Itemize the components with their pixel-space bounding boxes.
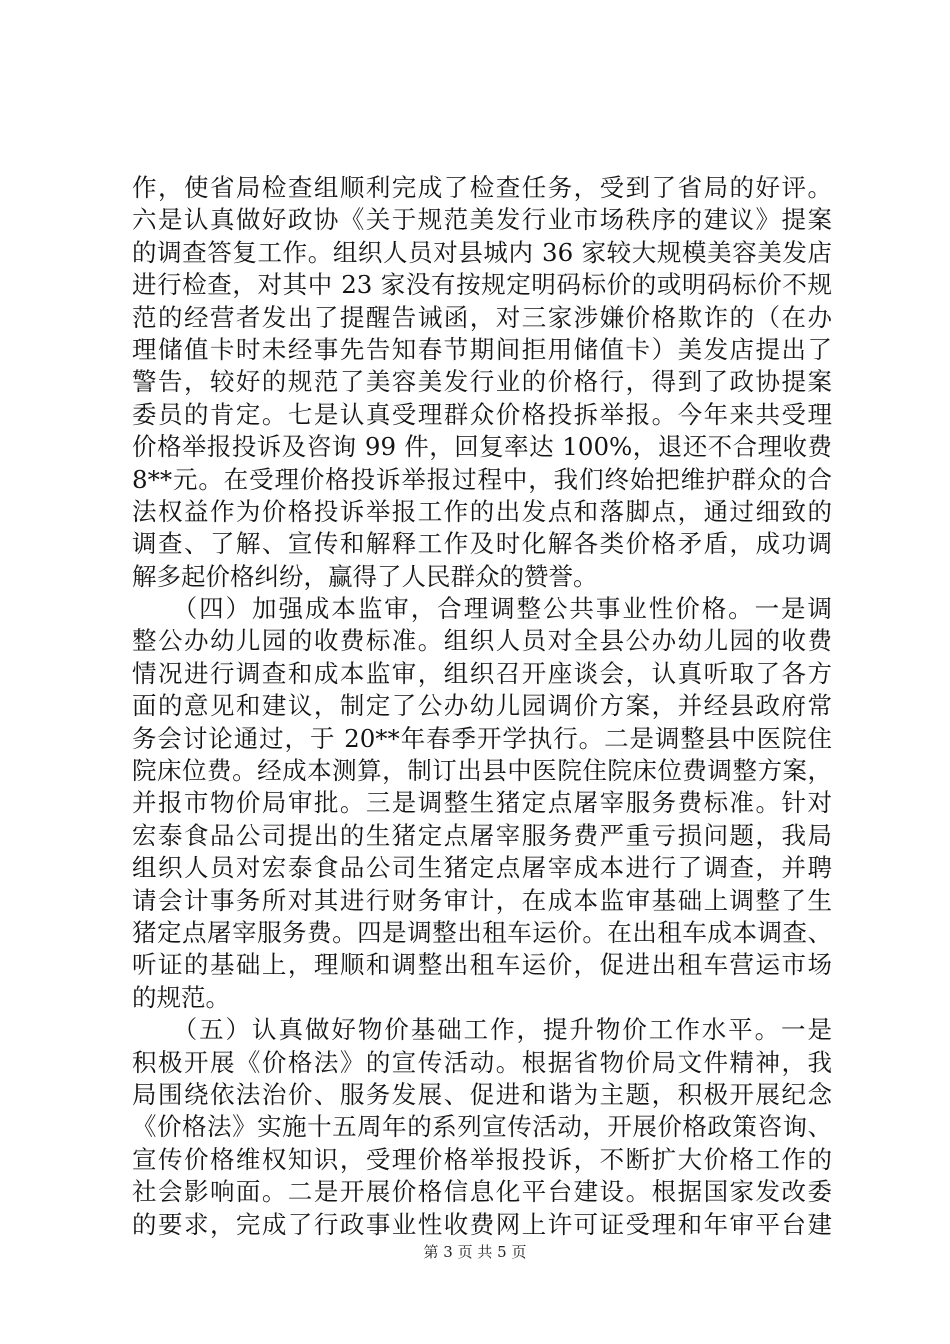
text-line: 院床位费。经成本测算，制订出县中医院住院床位费调整方案， [132, 756, 832, 786]
text-line: 社会影响面。二是开展价格信息化平台建设。根据国家发改委 [132, 1177, 832, 1207]
text-line: 警告，较好的规范了美容美发行业的价格行，得到了政协提案 [132, 367, 832, 397]
text-line: 的调查答复工作。组织人员对县城内 36 家较大规模美容美发店 [132, 237, 832, 267]
text-line: 整公办幼儿园的收费标准。组织人员对全县公办幼儿园的收费 [132, 626, 832, 656]
text-line: 务会讨论通过，于 20**年春季开学执行。二是调整县中医院住 [132, 723, 832, 753]
text-line: 组织人员对宏泰食品公司生猪定点屠宰成本进行了调查，并聘 [132, 853, 832, 883]
text-line: 范的经营者发出了提醒告诫函，对三家涉嫌价格欺诈的（在办 [132, 302, 832, 332]
text-line: 六是认真做好政协《关于规范美发行业市场秩序的建议》提案 [132, 205, 832, 235]
text-line: 解多起价格纠纷，赢得了人民群众的赞誉。 [132, 561, 598, 591]
text-line: 作，使省局检查组顺利完成了检查任务，受到了省局的好评。 [132, 173, 832, 202]
text-line: 《价格法》实施十五周年的系列宣传活动，开展价格政策咨询、 [132, 1112, 832, 1142]
text-line: 法权益作为价格投诉举报工作的出发点和落脚点，通过细致的 [132, 496, 832, 526]
page-footer: 第 3 页 共 5 页 [423, 1243, 527, 1261]
text-line: 面的意见和建议，制定了公办幼儿园调价方案，并经县政府常 [132, 691, 832, 721]
text-line: 理储值卡时未经事先告知春节期间拒用储值卡）美发店提出了 [132, 334, 832, 364]
text-line: 猪定点屠宰服务费。四是调整出租车运价。在出租车成本调查、 [132, 917, 832, 947]
text-line: 调查、了解、宣传和解释工作及时化解各类价格矛盾，成功调 [132, 529, 832, 559]
text-line: 听证的基础上，理顺和调整出租车运价，促进出租车营运市场 [132, 950, 832, 980]
text-line: 并报市物价局审批。三是调整生猪定点屠宰服务费标准。针对 [132, 788, 832, 818]
text-line: 委员的肯定。七是认真受理群众价格投拆举报。今年来共受理 [132, 399, 832, 429]
text-line: 进行检查，对其中 23 家没有按规定明码标价的或明码标价不规 [132, 270, 832, 300]
text-line: 局围绕依法治价、服务发展、促进和谐为主题，积极开展纪念 [132, 1079, 832, 1109]
text-line: 情况进行调查和成本监审，组织召开座谈会，认真听取了各方 [132, 658, 832, 688]
text-line: （四）加强成本监审，合理调整公共事业性价格。一是调 [132, 594, 832, 624]
text-line: 的规范。 [132, 982, 230, 1012]
text-line: 的要求，完成了行政事业性收费网上许可证受理和年审平台建 [132, 1209, 832, 1239]
text-line: 请会计事务所对其进行财务审计，在成本监审基础上调整了生 [132, 885, 832, 915]
text-line: 8**元。在受理价格投诉举报过程中，我们终始把维护群众的合 [132, 464, 832, 494]
text-line: 宏泰食品公司提出的生猪定点屠宰服务费严重亏损问题，我局 [132, 820, 832, 850]
text-line: 宣传价格维权知识，受理价格举报投诉，不断扩大价格工作的 [132, 1144, 832, 1174]
text-line: 积极开展《价格法》的宣传活动。根据省物价局文件精神，我 [132, 1047, 832, 1077]
text-line: （五）认真做好物价基础工作，提升物价工作水平。一是 [132, 1015, 832, 1045]
text-line: 价格举报投诉及咨询 99 件，回复率达 100%，退还不合理收费 [132, 432, 832, 462]
body-text [132, 172, 832, 1241]
